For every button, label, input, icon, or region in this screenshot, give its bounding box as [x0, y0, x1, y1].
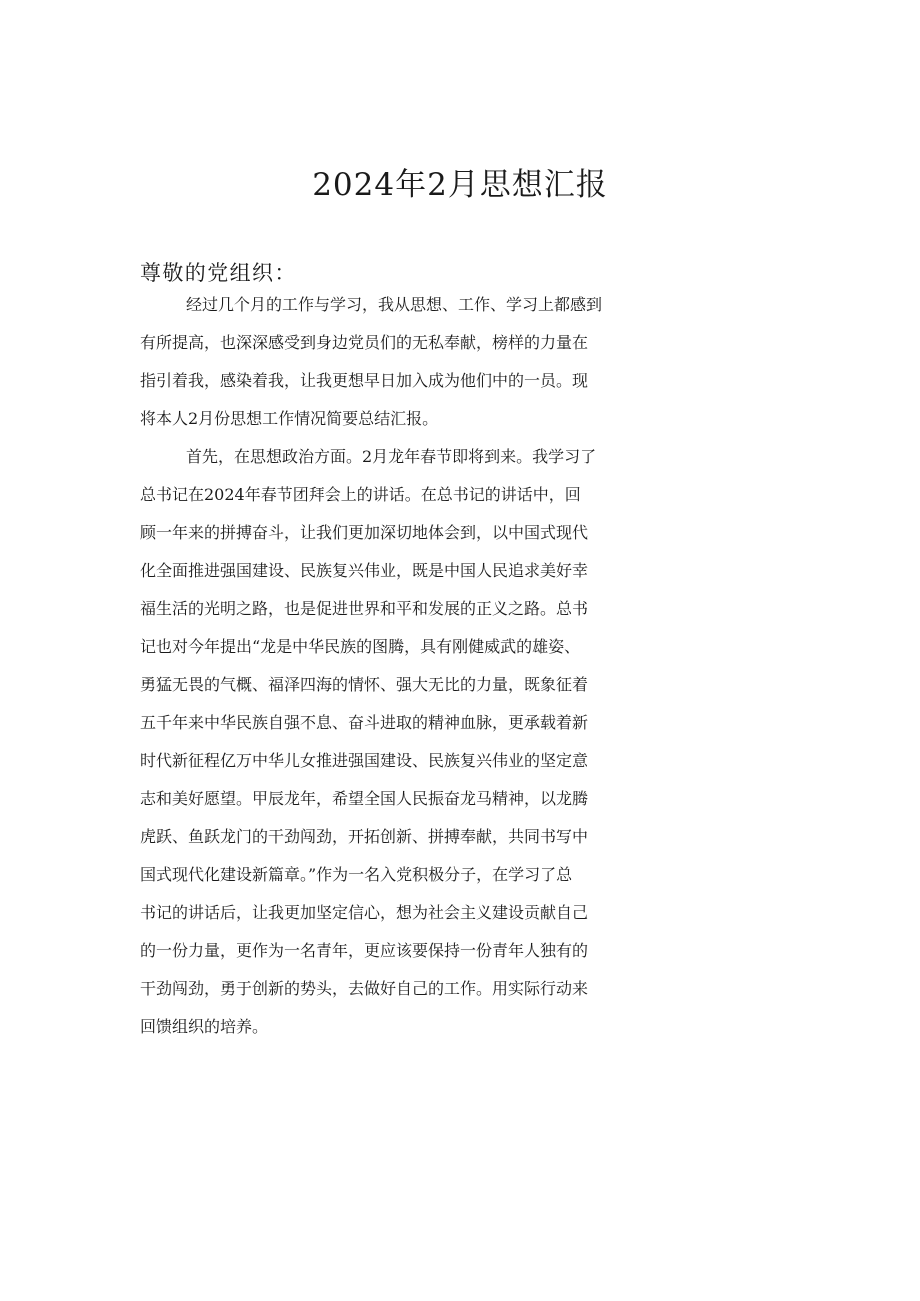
- paragraph-line: 化全面推进强国建设、民族复兴伟业，既是中国人民追求美好幸: [140, 561, 589, 580]
- paragraph-line: 首先，在思想政治方面。2月龙年春节即将到来。我学习了: [186, 447, 597, 466]
- paragraph-line: 有所提高，也深深感受到身边党员们的无私奉献，榜样的力量在: [140, 333, 589, 352]
- paragraph-line: 经过几个月的工作与学习，我从思想、工作、学习上都感到: [186, 295, 603, 314]
- paragraph-line: 将本人2月份思想工作情况简要总结汇报。: [140, 409, 439, 428]
- salutation: 尊敬的党组织：: [140, 261, 297, 285]
- paragraph-line: 福生活的光明之路，也是促进世界和平和发展的正义之路。总书: [140, 599, 589, 618]
- document-body: [140, 254, 790, 1052]
- paragraph-line: 回馈组织的培养。: [140, 1017, 269, 1036]
- paragraph-line: 顾一年来的拼搏奋斗，让我们更加深切地体会到，以中国式现代: [140, 523, 589, 542]
- paragraph-line: 勇猛无畏的气概、福泽四海的情怀、强大无比的力量，既象征着: [140, 675, 589, 694]
- paragraph-1: [140, 292, 790, 444]
- paragraph-line: 的一份力量，更作为一名青年，更应该要保持一份青年人独有的: [140, 941, 589, 960]
- paragraph-line: 指引着我，感染着我，让我更想早日加入成为他们中的一员。现: [140, 371, 589, 390]
- paragraph-line: 总书记在2024年春节团拜会上的讲话。在总书记的讲话中，回: [140, 485, 581, 504]
- document-title: 2024年2月思想汇报: [312, 167, 608, 203]
- paragraph-line: 虎跃、鱼跃龙门的干劲闯劲，开拓创新、拼搏奉献，共同书写中: [140, 827, 589, 846]
- paragraph-line: 干劲闯劲，勇于创新的势头，去做好自己的工作。用实际行动来: [140, 979, 589, 998]
- paragraph-line: 五千年来中华民族自强不息、奋斗进取的精神血脉，更承载着新: [140, 713, 589, 732]
- paragraph-line: 记也对今年提出“龙是中华民族的图腾，具有刚健威武的雄姿、: [140, 637, 581, 656]
- paragraph-line: 时代新征程亿万中华儿女推进强国建设、民族复兴伟业的坚定意: [140, 751, 589, 770]
- paragraph-2: [140, 444, 790, 1052]
- paragraph-line: 书记的讲话后，让我更加坚定信心，想为社会主义建设贡献自己: [140, 903, 589, 922]
- paragraph-line: 志和美好愿望。甲辰龙年，希望全国人民振奋龙马精神，以龙腾: [140, 789, 589, 808]
- paragraph-line: 国式现代化建设新篇章。”作为一名入党积极分子，在学习了总: [140, 865, 573, 884]
